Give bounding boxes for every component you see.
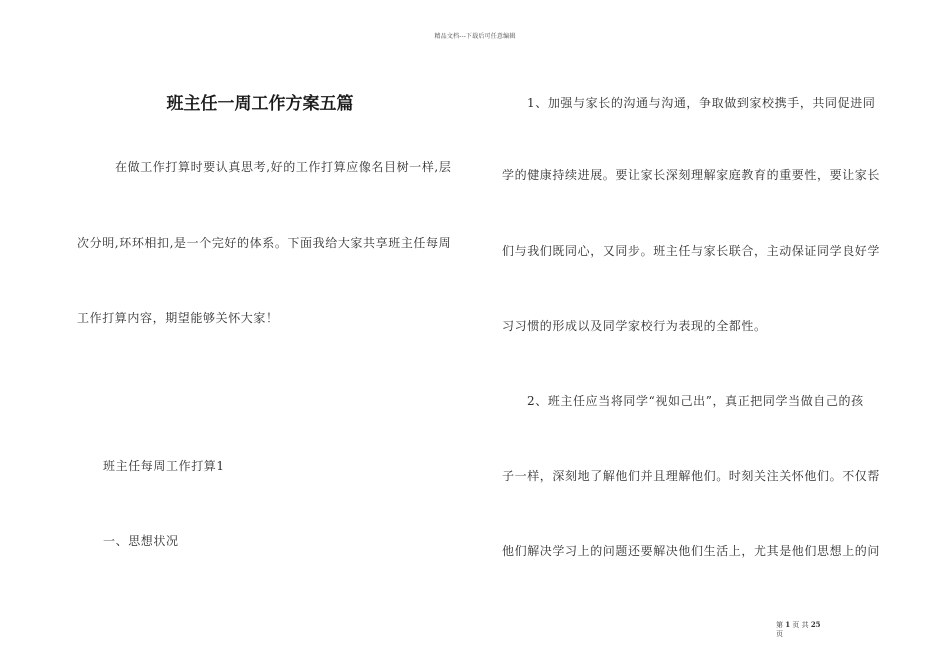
paragraph-2-line-2: 子一样，深刻地了解他们并且理解他们。时刻关注关怀他们。不仅帮 — [502, 469, 881, 483]
intro-line-1: 在做工作打算时要认真思考,好的工作打算应像名目树一样,层 — [115, 160, 452, 174]
page-total: 25 — [810, 620, 821, 629]
page-middle: 页 共 — [792, 621, 809, 629]
intro-line-2: 次分明,环环相扣,是一个完好的体系。下面我给大家共享班主任每周 — [77, 236, 452, 250]
section-heading: 班主任每周工作打算1 — [103, 459, 225, 473]
paragraph-1-line-1: 1、加强与家长的沟通与沟通，争取做到家校携手，共同促进同 — [527, 96, 876, 110]
paragraph-2-line-1: 2、班主任应当将同学“视如己出”，真正把同学当做自己的孩 — [527, 394, 864, 408]
document-title: 班主任一周工作方案五篇 — [166, 94, 354, 114]
paragraph-1-line-4: 习习惯的形成以及同学家校行为表现的全都性。 — [502, 319, 767, 333]
intro-line-3: 工作打算内容，期望能够关怀大家！ — [77, 311, 279, 325]
paragraph-1-line-2: 学的健康持续进展。要让家长深刻理解家庭教育的重要性，要让家长 — [502, 168, 881, 182]
subheading-thoughts: 一、思想状况 — [103, 534, 179, 548]
page-prefix: 第 — [776, 621, 783, 629]
page-counter — [776, 620, 821, 639]
paragraph-2-line-3: 他们解决学习上的问题还要解决他们生活上，尤其是他们思想上的问 — [502, 544, 881, 558]
page-suffix: 页 — [776, 630, 783, 638]
page-number: 1 — [785, 620, 791, 629]
header-note: 精品文档---下载后可任意编辑 — [434, 33, 516, 40]
paragraph-1-line-3: 们与我们既同心，又同步。班主任与家长联合，主动保证同学良好学 — [502, 244, 881, 258]
